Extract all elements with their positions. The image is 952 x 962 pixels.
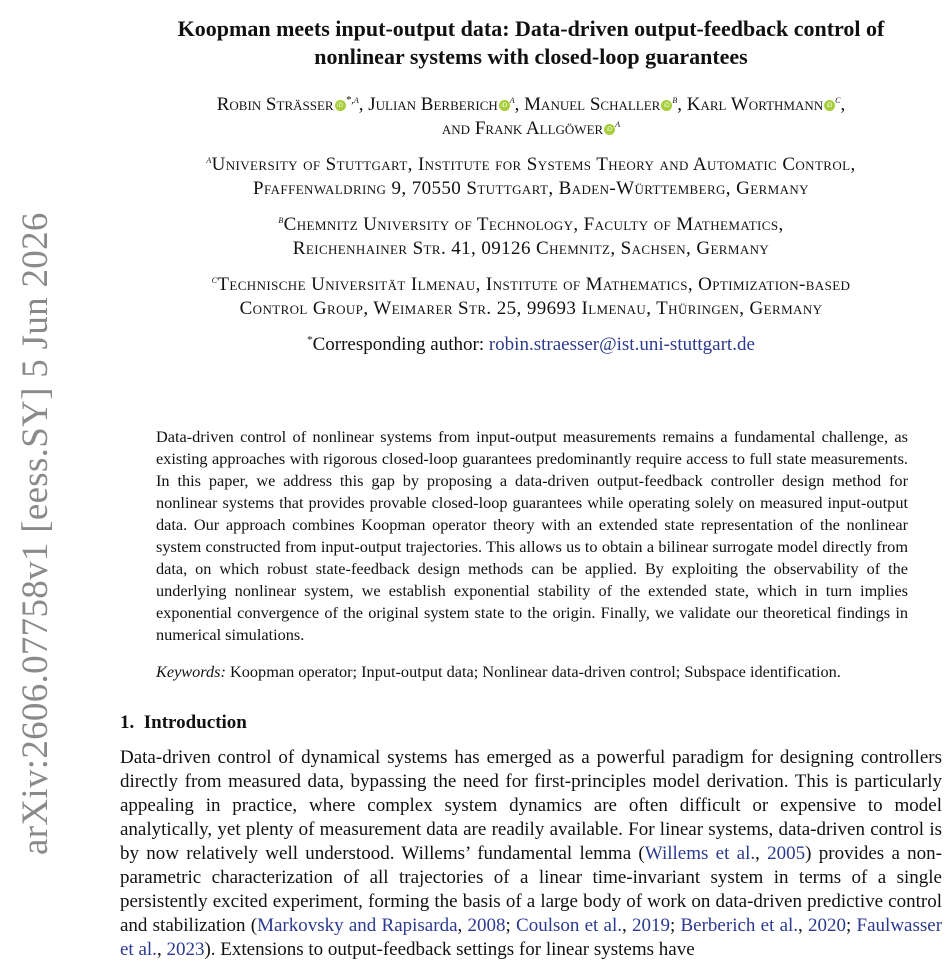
orcid-icon[interactable]: iD (661, 100, 672, 111)
author-name: Robin Strässer (216, 94, 334, 115)
affiliation-line: University of Stuttgart, Institute for Systems Theory and Automatic Control, (211, 154, 856, 175)
orcid-icon[interactable]: iD (824, 100, 835, 111)
affiliation-line: Chemnitz University of Technology, Faculty of Mathematics, (283, 214, 784, 235)
section-heading (120, 712, 942, 734)
author-name: Julian Berberich (368, 94, 498, 115)
keywords-text: Koopman operator; Input-output data; Nonlinear data-driven control; Subspace identification. (225, 662, 841, 681)
citation-link[interactable]: Coulson et al. (516, 915, 622, 936)
section-title: Introduction (143, 712, 247, 733)
email-link[interactable]: robin.straesser@ist.uni-stuttgart.de (488, 334, 755, 355)
affiliation-mark: c (211, 274, 218, 286)
orcid-icon[interactable]: iD (604, 124, 615, 135)
corresponding-label: Corresponding author: (312, 334, 489, 355)
paper-title: Koopman meets input-output data: Data-driven output-feedback control of nonlinear systems with closed-loop guarantees (177, 16, 885, 69)
intro-paragraph: Data-driven control of dynamical systems has emerged as a powerful paradigm for designing controllers directly from measured data, bypassing the need for first-principles model derivation. This is particularly appealing in practice, where complex system dynamics are often difficult or expensive to model analytically, yet plenty of measurement data are readily available. For linear systems, data-driven control is by now relatively well understood. Willems’ fundamental lemma (Willems et al., 2005) provides a non-parametric characterization of all trajectories of a linear time-invariant system in terms of a single persistently excited experiment, forming the basis of a large body of work on data-driven predictive control and stabilization (Markovsky and Rapisarda, 2008; Coulson et al., 2019; Berberich et al., 2020; Faulwasser et al., 2023). Extensions to output-feedback settings for linear systems have (120, 747, 943, 960)
author-list: Robin Strässer iD $^{*,a}$, Julian Berberich iD $^a$, Manuel Schaller iD $^b$, Karl Worthmann iD $^c$, and Frank Allgöwer iD $^a$ (216, 94, 846, 139)
paper-page (120, 0, 942, 962)
keywords-label: Keywords: (156, 662, 226, 681)
author-mark: a (615, 118, 621, 130)
affiliation-mark: b (278, 214, 284, 226)
author-name: Frank Allgöwer (474, 118, 604, 139)
affiliation-a (120, 153, 942, 201)
author-mark: a (509, 94, 515, 106)
affiliation-b (120, 213, 942, 261)
author-mark: b (672, 94, 678, 106)
citation-year-link[interactable]: 2008 (467, 915, 506, 936)
affiliation-line: Technische Universität Ilmenau, Institute of Mathematics, Optimization-based (217, 274, 851, 295)
orcid-icon[interactable]: iD (499, 100, 510, 111)
citation-year-link[interactable]: 2023 (166, 939, 205, 960)
citation-link[interactable]: Faulwasser et al. (120, 915, 943, 960)
affiliation-c (120, 273, 942, 321)
author-mark: c (835, 94, 841, 106)
author-name: Manuel Schaller (524, 94, 661, 115)
arxiv-identifier: arXiv:2606.07758v1 [eess.SY] 5 Jun 2026 (15, 212, 56, 855)
citation-link[interactable]: Berberich et al. (680, 915, 799, 936)
keywords (156, 661, 908, 683)
citation-year-link[interactable]: 2005 (767, 843, 806, 864)
corresponding-mark: * (307, 334, 313, 346)
orcid-icon[interactable]: iD (335, 100, 346, 111)
affiliation-mark: a (206, 154, 212, 166)
author-conjunction: and (441, 118, 471, 139)
citation-link[interactable]: Markovsky and Rapisarda (257, 915, 458, 936)
author-mark: *,a (345, 94, 359, 106)
citation-link[interactable]: Willems et al. (644, 843, 756, 864)
abstract: Data-driven control of nonlinear systems from input-output measurements remains a fundamental challenge, as existing approaches with rigorous closed-loop guarantees predominantly require access to full state measurements. In this paper, we address this gap by proposing a data-driven output-feedback controller design method for nonlinear systems that provides provable closed-loop guarantees while operating solely on measured input-output data. Our approach combines Koopman operator theory with an extended state representation of the nonlinear system constructed from input-output trajectories. This allows us to obtain a bilinear surrogate model directly from data, on which robust state-feedback design methods can be applied. By exploiting the observability of the underlying nonlinear system, we establish exponential stability of the extended state, which in turn implies exponential convergence of the original system state to the origin. Finally, we validate our theoretical findings in numerical simulations. (156, 427, 908, 644)
citation-year-link[interactable]: 2019 (631, 915, 670, 936)
citation-year-link[interactable]: 2020 (808, 915, 847, 936)
section-number: 1. (120, 712, 135, 733)
author-name: Karl Worthmann (686, 94, 824, 115)
affiliation-line: Control Group, Weimarer Str. 25, 99693 Ilmenau, Thüringen, Germany (239, 298, 823, 319)
corresponding-author (120, 334, 942, 356)
affiliation-line: Pfaffenwaldring 9, 70550 Stuttgart, Baden-Württemberg, Germany (253, 178, 809, 199)
affiliation-line: Reichenhainer Str. 41, 09126 Chemnitz, Sachsen, Germany (292, 238, 770, 259)
